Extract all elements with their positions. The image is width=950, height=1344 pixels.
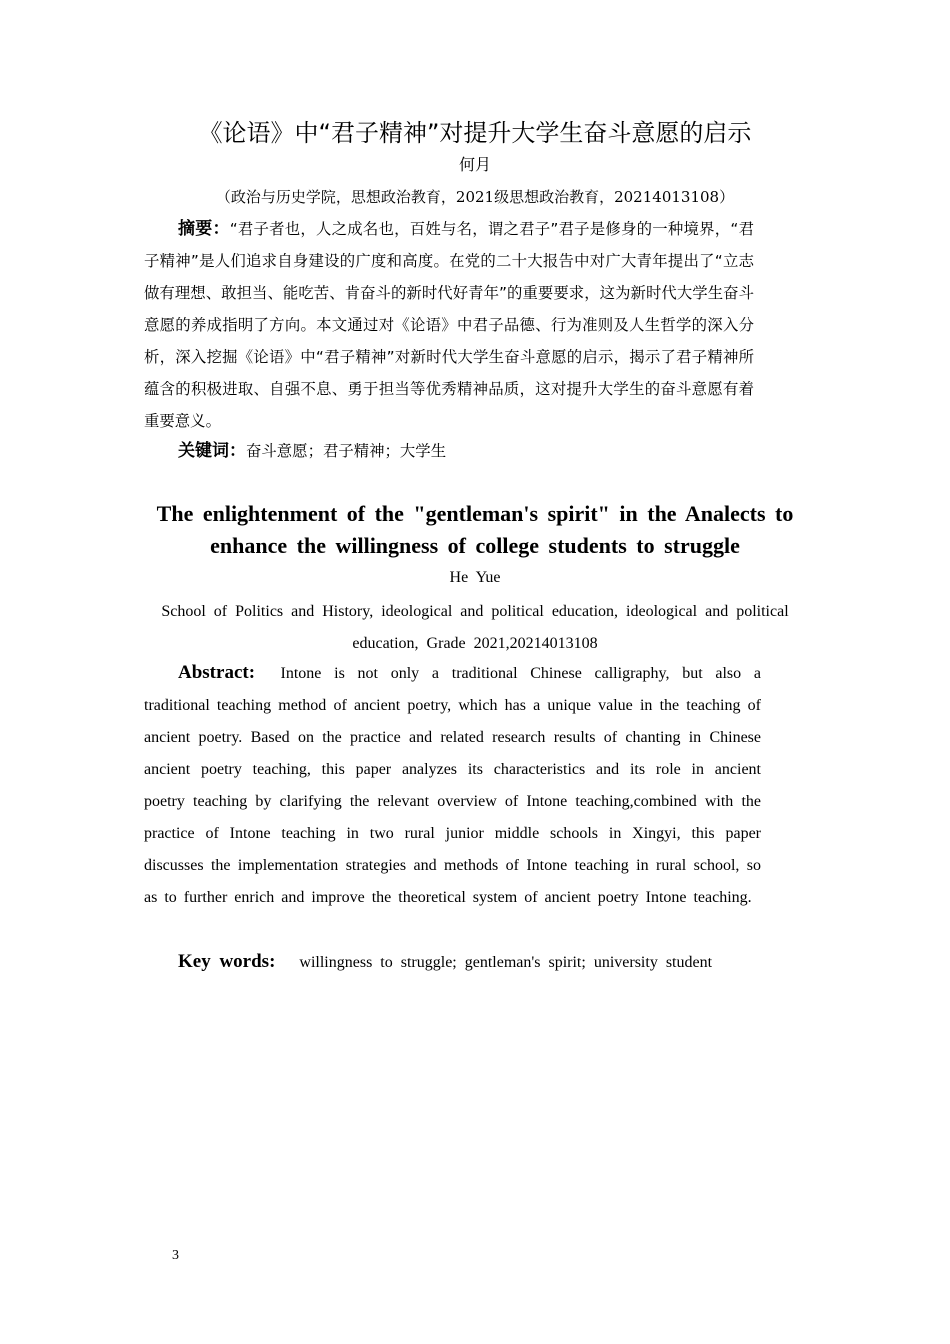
chinese-keywords-label: 关键词： (178, 441, 246, 461)
english-title: The enlightenment of the "gentleman's spirit" in the Analects to enhance the willingness of college students to struggle (156, 501, 794, 558)
chinese-affiliation: （政治与历史学院，思想政治教育，2021级思想政治教育，20214013108） (215, 188, 735, 206)
chinese-abstract (144, 213, 754, 437)
english-affiliation: School of Politics and History, ideological and political education, ideological and political education, Grade 2021,20214013108 (161, 603, 789, 652)
english-keywords-text: willingness to struggle; gentleman's spirit; university student (299, 954, 713, 971)
chinese-keywords-text: 奋斗意愿；君子精神；大学生 (246, 442, 447, 460)
chinese-abstract-label: 摘要： (178, 219, 230, 239)
english-abstract-label: Abstract: (178, 662, 256, 683)
chinese-abstract-text: “君子者也，人之成名也，百姓与名，谓之君子”君子是修身的一种境界，“君子精神”是人们追求自身建设的广度和高度。在党的二十大报告中对广大青年提出了“立志做有理想、敢担当、能吃苦、肯奋斗的新时代好青年”的重要要求，这为新时代大学生奋斗意愿的养成指明了方向。本文通过对《论语》中君子品德、行为准则及人生哲学的深入分析，深入挖掘《论语》中“君子精神”对新时代大学生奋斗意愿的启示，揭示了君子精神所蕴含的积极进取、自强不息、勇于担当等优秀精神品质，这对提升大学生的奋斗意愿有着重要意义。 (144, 220, 755, 430)
english-keywords-label: Key words: (178, 951, 276, 972)
english-keywords (178, 946, 712, 979)
chinese-title: 《论语》中“君子精神”对提升大学生奋斗意愿的启示 (198, 119, 752, 147)
chinese-keywords (178, 435, 446, 467)
english-abstract-text: Intone is not only a traditional Chinese calligraphy, but also a traditional teaching method of ancient poetry, which has a unique value in the teaching of ancient poetry. Based on the practice and related research results of chanting in Chinese ancient poetry teaching, this paper analyzes its characteristics and its role in ancient poetry teaching by clarifying the relevant overview of Intone teaching,combined with the practice of Intone teaching in two rural junior middle schools in Xingyi, this paper discusses the implementation strategies and methods of Intone teaching in rural school, so as to further enrich and improve the theoretical system of ancient poetry Intone teaching. (144, 665, 762, 906)
english-abstract (144, 657, 761, 914)
page-number: 3 (172, 1248, 179, 1263)
chinese-author: 何月 (458, 155, 491, 174)
english-author: He Yue (449, 569, 501, 586)
